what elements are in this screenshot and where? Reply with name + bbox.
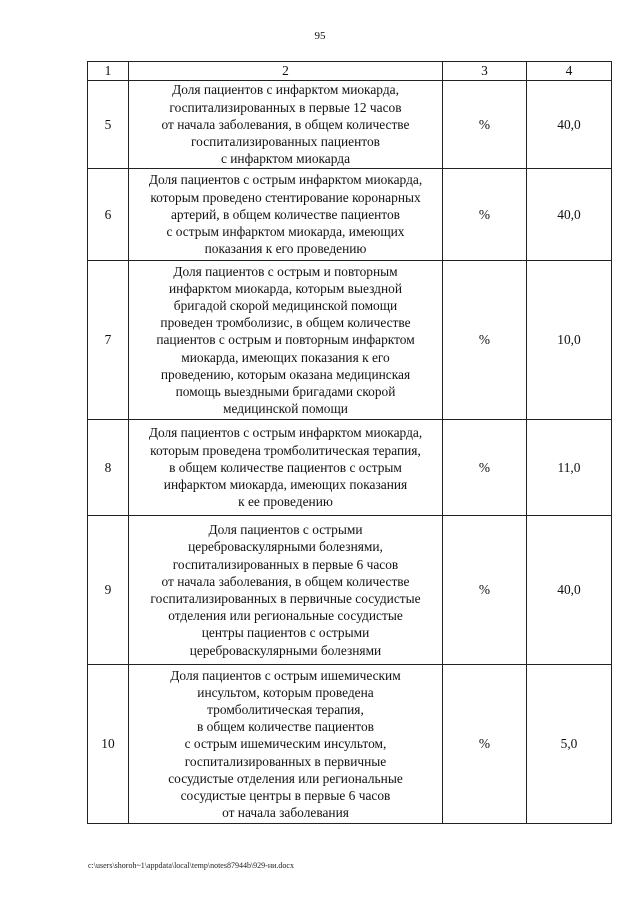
description-line: госпитализированных в первичные xyxy=(184,753,387,769)
description-line: Доля пациентов с острым ишемическим xyxy=(170,667,401,683)
description-line: к ее проведению xyxy=(238,494,333,510)
header-cell-1: 1 xyxy=(88,62,129,81)
description-line: которым проведено стентирование коронарных xyxy=(150,189,421,205)
row-number: 5 xyxy=(88,81,129,169)
description-line: госпитализированных в первые 12 часов xyxy=(169,99,402,115)
description-line: цереброваскулярными болезнями, xyxy=(188,539,383,555)
description-line: Доля пациентов с острым инфарктом миокарда, xyxy=(148,425,423,441)
table-row xyxy=(88,420,612,516)
description-line: инфарктом миокарда, имеющих показания xyxy=(163,477,408,493)
description-line: проведению, которым оказана медицинская xyxy=(160,366,411,382)
description-line: Доля пациентов с острыми xyxy=(208,522,363,538)
description-line: проведен тромболизис, в общем количестве xyxy=(160,315,411,331)
description-line: госпитализированных пациентов xyxy=(191,134,380,150)
indicator-table xyxy=(87,61,612,824)
row-description xyxy=(129,261,443,420)
description-line: миокарда, имеющих показания к его xyxy=(181,349,390,365)
table-row xyxy=(88,169,612,261)
table-row xyxy=(88,665,612,824)
description-line: с инфарктом миокарда xyxy=(220,151,351,167)
description-line: артерий, в общем количестве пациентов xyxy=(170,206,400,222)
header-cell-3: 3 xyxy=(443,62,527,81)
description-line: с острым инфарктом миокарда, имеющих xyxy=(166,224,405,240)
description-line: инсультом, которым проведена xyxy=(197,684,374,700)
description-line: в общем количестве пациентов с острым xyxy=(169,459,402,475)
row-value: 40,0 xyxy=(527,516,612,665)
table-row xyxy=(88,516,612,665)
header-cell-2: 2 xyxy=(129,62,443,81)
description-line: медицинской помощи xyxy=(223,401,348,417)
description-line: инфарктом миокарда, которым выездной xyxy=(168,280,402,296)
row-unit: % xyxy=(443,81,527,169)
description-line: показания к его проведению xyxy=(204,241,367,257)
row-value: 40,0 xyxy=(527,81,612,169)
row-description xyxy=(129,516,443,665)
row-unit: % xyxy=(443,261,527,420)
row-value: 5,0 xyxy=(527,665,612,824)
description-line: сосудистые отделения или региональные xyxy=(168,770,403,786)
row-description xyxy=(129,169,443,261)
description-line: отделения или региональные сосудистые xyxy=(168,608,403,624)
page-number: 95 xyxy=(314,30,326,42)
description-line: Доля пациентов с острым инфарктом миокарда, xyxy=(148,172,423,188)
description-line: бригадой скорой медицинской помощи xyxy=(173,297,398,313)
description-line: от начала заболевания xyxy=(222,805,349,821)
row-description xyxy=(129,420,443,516)
row-number: 6 xyxy=(88,169,129,261)
table-header-row xyxy=(88,62,612,81)
description-line: пациентов с острым и повторным инфарктом xyxy=(156,332,415,348)
row-number: 10 xyxy=(88,665,129,824)
row-unit: % xyxy=(443,516,527,665)
description-line: в общем количестве пациентов xyxy=(196,719,375,735)
row-value: 10,0 xyxy=(527,261,612,420)
row-unit: % xyxy=(443,665,527,824)
row-number: 9 xyxy=(88,516,129,665)
header-cell-4: 4 xyxy=(527,62,612,81)
description-line: сосудистые центры в первые 6 часов xyxy=(180,788,391,803)
row-number: 7 xyxy=(88,261,129,420)
description-line: тромболитическая терапия, xyxy=(207,701,364,717)
description-line: цереброваскулярными болезнями xyxy=(189,642,382,658)
description-line: с острым ишемическим инсультом, xyxy=(184,736,387,752)
row-number: 8 xyxy=(88,420,129,516)
row-unit: % xyxy=(443,169,527,261)
table-row xyxy=(88,261,612,420)
description-line: центры пациентов с острыми xyxy=(201,625,370,641)
row-unit: % xyxy=(443,420,527,516)
description-line: которым проведена тромболитическая терапия, xyxy=(150,442,421,458)
row-value: 40,0 xyxy=(527,169,612,261)
description-line: от начала заболевания, в общем количестве xyxy=(161,573,410,589)
table-row xyxy=(88,81,612,169)
description-line: Доля пациентов с острым и повторным xyxy=(173,263,398,279)
description-line: госпитализированных в первичные сосудистые xyxy=(150,591,421,606)
description-line: от начала заболевания, в общем количестве xyxy=(161,116,410,132)
description-line: госпитализированных в первые 6 часов xyxy=(172,556,399,572)
row-description xyxy=(129,665,443,824)
description-line: Доля пациентов с инфарктом миокарда, xyxy=(172,82,399,98)
description-line: помощь выездными бригадами скорой xyxy=(175,384,396,399)
row-description xyxy=(129,81,443,169)
footer-file-path: c:\users\shoroh~1\appdata\local\temp\notes87944b\929-ни.docx xyxy=(88,861,294,870)
row-value: 11,0 xyxy=(527,420,612,516)
